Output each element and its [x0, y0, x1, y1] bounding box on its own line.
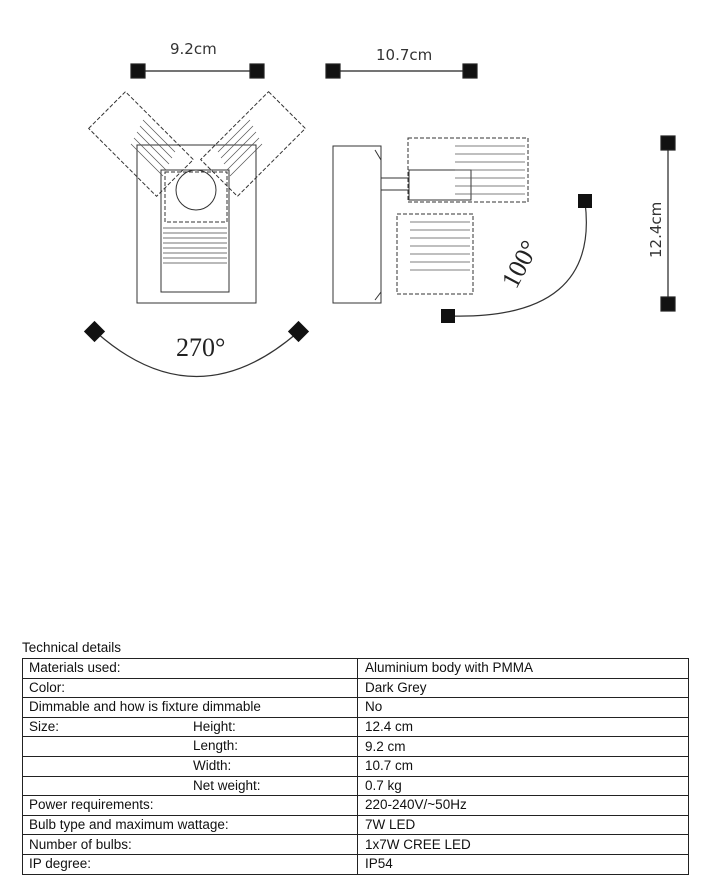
- front-width-dimension: [131, 64, 264, 78]
- technical-details-table: [22, 658, 689, 875]
- row-value: No: [358, 698, 689, 718]
- row-sublabel: Net weight:: [193, 777, 261, 793]
- row-label-cell: [23, 756, 358, 776]
- technical-details-body: [23, 659, 689, 875]
- row-sublabel: Width:: [193, 757, 232, 773]
- row-label: Color:: [29, 679, 66, 695]
- table-row: [23, 698, 689, 718]
- side-width-label: 10.7cm: [376, 46, 433, 64]
- tilt-angle-label: 100°: [495, 235, 545, 293]
- row-value: 7W LED: [358, 815, 689, 835]
- row-value: 1x7W CREE LED: [358, 835, 689, 855]
- row-label: Dimmable and how is fixture dimmable: [29, 699, 261, 715]
- table-row: [23, 796, 689, 816]
- row-value: 10.7 cm: [358, 756, 689, 776]
- row-label: Bulb type and maximum wattage:: [29, 817, 229, 833]
- row-label-cell: [23, 737, 358, 757]
- row-label-cell: [23, 717, 358, 737]
- row-label: Size:: [29, 719, 60, 735]
- table-row: [23, 776, 689, 796]
- row-value: 0.7 kg: [358, 776, 689, 796]
- table-row: [23, 737, 689, 757]
- row-label-cell: [23, 678, 358, 698]
- row-label-cell: [23, 659, 358, 679]
- height-label: 12.4cm: [647, 201, 665, 258]
- row-value: IP54: [358, 854, 689, 874]
- table-row: [23, 815, 689, 835]
- row-label: Materials used:: [29, 660, 121, 676]
- technical-details-title: Technical details: [22, 640, 122, 655]
- row-value: Dark Grey: [358, 678, 689, 698]
- row-label: Power requirements:: [29, 797, 154, 813]
- row-label-cell: [23, 698, 358, 718]
- row-label: Number of bulbs:: [29, 836, 132, 852]
- front-view-fixture: [89, 92, 306, 303]
- rotation-angle-label: 270°: [176, 333, 226, 362]
- product-technical-drawing: [0, 0, 709, 410]
- row-label-cell: [23, 796, 358, 816]
- table-row: [23, 835, 689, 855]
- row-value: 220-240V/~50Hz: [358, 796, 689, 816]
- row-label-cell: [23, 835, 358, 855]
- row-sublabel: Height:: [193, 718, 236, 734]
- row-value: 12.4 cm: [358, 717, 689, 737]
- row-label: IP degree:: [29, 856, 92, 872]
- row-sublabel: Length:: [193, 738, 239, 754]
- front-width-label: 9.2cm: [170, 40, 217, 58]
- table-row: [23, 717, 689, 737]
- table-row: [23, 854, 689, 874]
- row-value: Aluminium body with PMMA: [358, 659, 689, 679]
- side-width-dimension: [326, 64, 477, 78]
- table-row: [23, 659, 689, 679]
- table-row: [23, 756, 689, 776]
- row-label-cell: [23, 815, 358, 835]
- table-row: [23, 678, 689, 698]
- row-label-cell: [23, 854, 358, 874]
- row-label-cell: [23, 776, 358, 796]
- row-value: 9.2 cm: [358, 737, 689, 757]
